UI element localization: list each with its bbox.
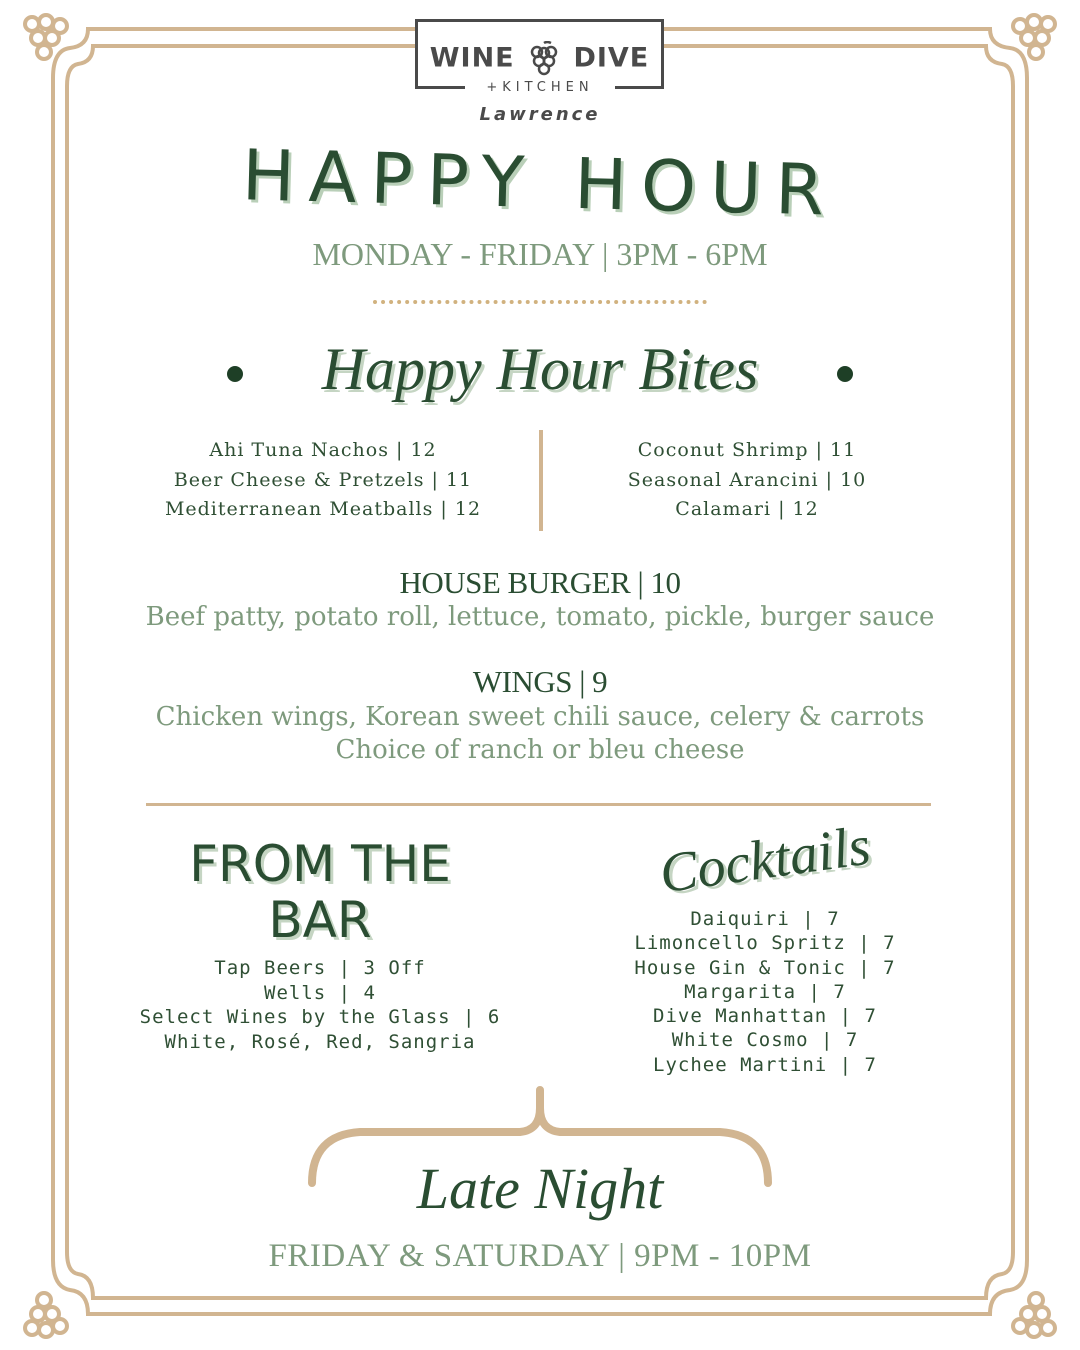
grape-corner-icon	[1010, 1290, 1058, 1340]
cocktail-list	[600, 907, 930, 1077]
grape-corner-icon	[22, 1290, 70, 1340]
grape-corner-icon	[22, 12, 70, 62]
list-item: Select Wines by the Glass | 6	[139, 1006, 501, 1028]
list-item: Seasonal Arancini | 10	[627, 468, 867, 491]
bites-title: Happy Hour Bites	[321, 336, 759, 402]
grape-corner-icon	[1010, 12, 1058, 62]
list-item: Mediterranean Meatballs | 12	[164, 498, 482, 520]
logo-location: Lawrence	[479, 104, 601, 125]
list-item: Lychee Martini | 7	[653, 1053, 877, 1076]
logo-word-wine: WINE	[429, 42, 515, 74]
bar-list	[130, 956, 510, 1054]
list-item: White, Rosé, Red, Sangria	[164, 1030, 476, 1053]
happy-hour-days: MONDAY - FRIDAY | 3PM - 6PM	[312, 236, 768, 272]
cocktails-title: Cocktails	[655, 814, 875, 906]
late-night-days: FRIDAY & SATURDAY | 9PM - 10PM	[268, 1238, 812, 1274]
burger-title: HOUSE BURGER | 10	[399, 565, 681, 600]
list-item: Dive Manhattan | 7	[653, 1005, 877, 1028]
list-item: House Gin & Tonic | 7	[634, 956, 896, 979]
list-item: Coconut Shrimp | 11	[637, 439, 857, 461]
logo-word-dive: DIVE	[573, 42, 650, 74]
list-item: Wells | 4	[264, 981, 376, 1004]
bar-title-line: FROM THE	[189, 835, 451, 893]
list-item: Beer Cheese & Pretzels | 11	[173, 468, 473, 491]
bar-title-line: BAR	[268, 891, 372, 949]
bar-title	[150, 836, 490, 948]
burger-description: Beef patty, potato roll, lettuce, tomato, pickle, burger sauce	[145, 602, 935, 632]
list-item: Limoncello Spritz | 7	[634, 932, 896, 955]
list-item: Calamari | 12	[675, 498, 819, 520]
bites-right-list	[537, 436, 957, 525]
wings-choice: Choice of ranch or bleu cheese	[335, 735, 745, 765]
logo-wordmark	[418, 41, 661, 77]
list-item: White Cosmo | 7	[671, 1029, 859, 1052]
list-item: Daiquiri | 7	[690, 908, 840, 930]
dotted-divider	[373, 300, 707, 304]
bites-left-list	[113, 436, 533, 525]
list-item: Margarita | 7	[684, 980, 846, 1003]
logo-subtitle: +KITCHEN	[465, 80, 615, 95]
wings-description: Chicken wings, Korean sweet chili sauce, celery & carrots	[155, 702, 925, 732]
happy-hour-title: HAPPY HOUR	[241, 134, 839, 232]
list-item: Ahi Tuna Nachos | 12	[209, 439, 437, 461]
grape-icon	[529, 41, 559, 77]
bullet-dot	[837, 366, 853, 382]
section-divider	[146, 803, 931, 806]
wings-title: WINGS | 9	[472, 664, 608, 699]
list-item: Tap Beers | 3 Off	[214, 957, 426, 979]
late-night-title: Late Night	[416, 1156, 664, 1221]
logo	[415, 19, 664, 89]
